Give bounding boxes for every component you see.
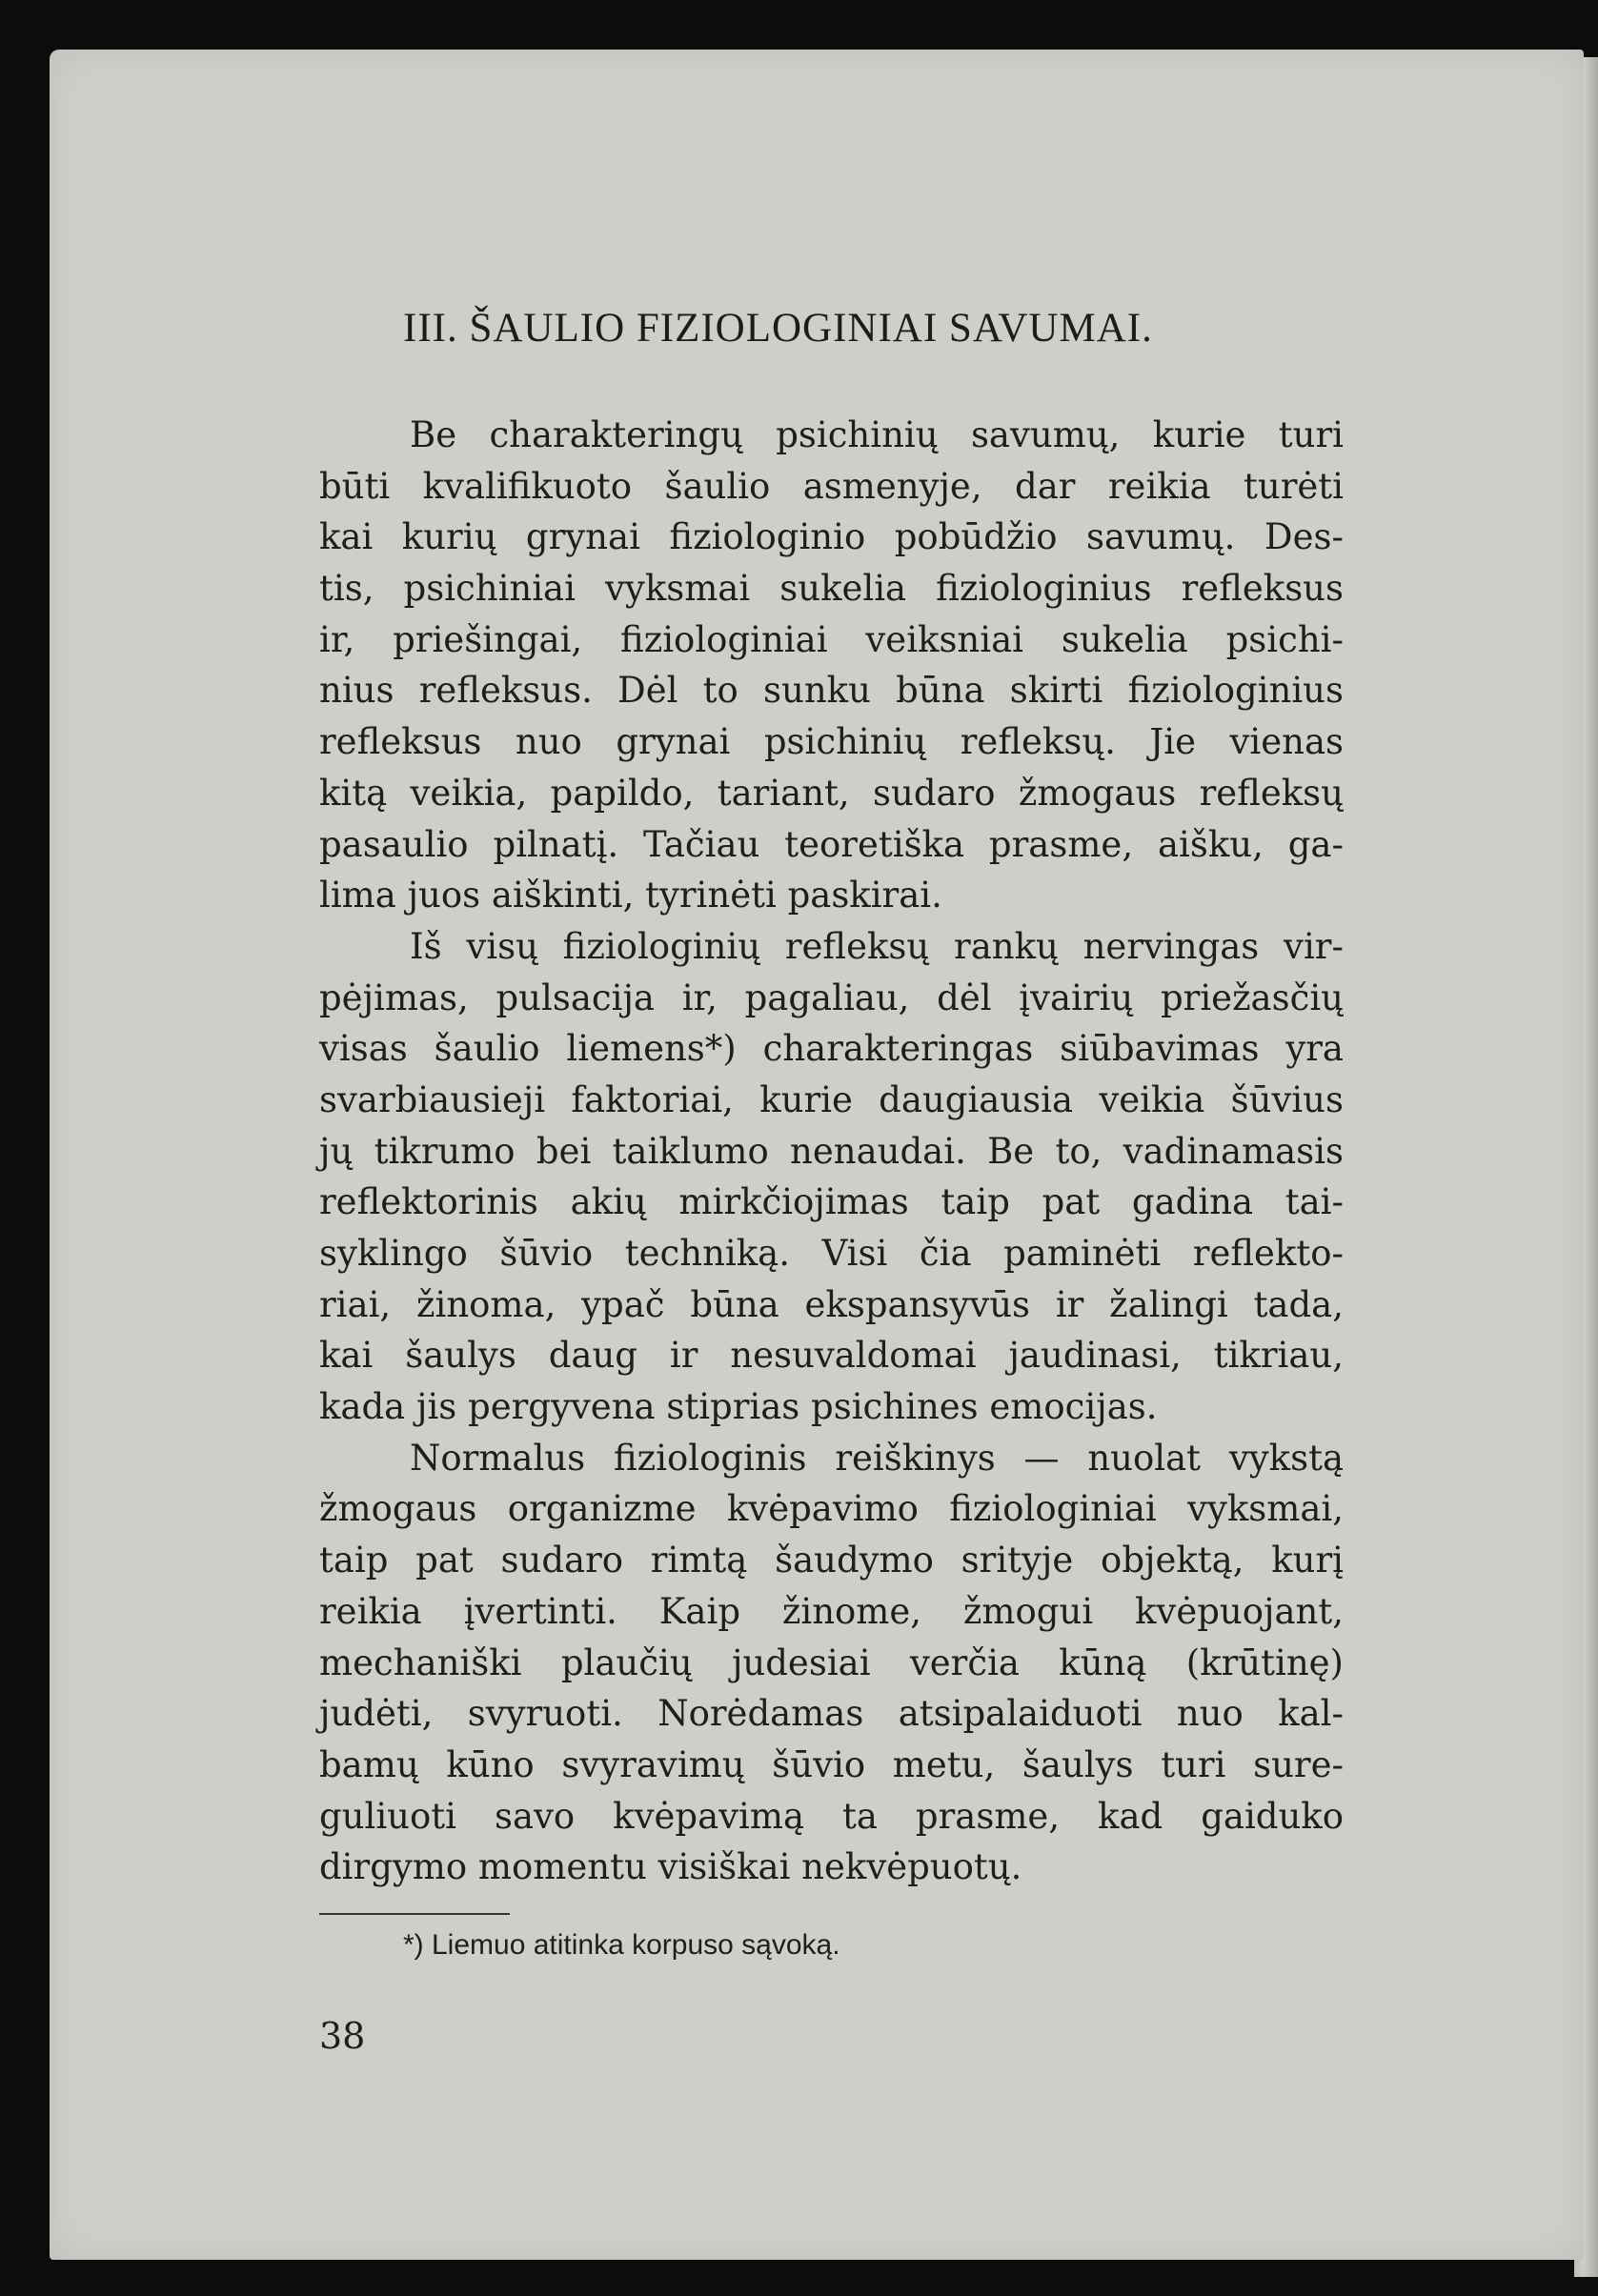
text-line: lima juos aiškinti, tyrinėti paskirai. xyxy=(319,875,942,916)
text-line: reikia įvertinti. Kaip žinome, žmogui kvėpuojant, xyxy=(319,1590,1344,1632)
text-line: svarbiausieji faktoriai, kurie daugiausia veikia šūvius xyxy=(319,1078,1344,1120)
text-line: Iš visų fiziologinių refleksų rankų nervingas vir- xyxy=(410,925,1344,967)
text-line: taip pat sudaro rimtą šaudymo srityje objektą, kurį xyxy=(319,1540,1344,1581)
footnote-divider xyxy=(319,1913,510,1915)
text-line: žmogaus organizme kvėpavimo fiziologiniai vyksmai, xyxy=(319,1488,1344,1530)
paragraph xyxy=(319,1433,1344,1893)
text-line: Normalus fiziologinis reiškinys — nuolat vykstą xyxy=(410,1437,1344,1479)
text-line: pasaulio pilnatį. Tačiau teoretiška prasme, aišku, ga- xyxy=(319,823,1344,865)
footnote: *) Liemuo atitinka korpuso sąvoką. xyxy=(403,1929,840,1961)
text-line: kada jis pergyvena stiprias psichines emocijas. xyxy=(319,1386,1158,1428)
text-line: kitą veikia, papildo, tariant, sudaro žmogaus refleksų xyxy=(319,772,1344,814)
text-line: reflektorinis akių mirkčiojimas taip pat gadina tai- xyxy=(319,1181,1344,1223)
text-line: syklingo šūvio techniką. Visi čia paminėti reflekto- xyxy=(319,1233,1344,1274)
text-line: riai, žinoma, ypač būna ekspansyvūs ir žalingi tada, xyxy=(319,1283,1344,1325)
text-line: jų tikrumo bei taiklumo nenaudai. Be to, vadinamasis xyxy=(319,1130,1344,1172)
text-line: dirgymo momentu visiškai nekvėpuotų. xyxy=(319,1846,1022,1888)
text-line: tis, psichiniai vyksmai sukelia fiziologinius refleksus xyxy=(319,568,1344,610)
text-line: kai šaulys daug ir nesuvaldomai jaudinasi, tikriau, xyxy=(319,1335,1344,1377)
text-line: nius refleksus. Dėl to sunku būna skirti fiziologinius xyxy=(319,670,1344,712)
text-line: kai kurių grynai fiziologinio pobūdžio savumų. Des- xyxy=(319,516,1344,558)
body-text xyxy=(319,410,1344,1893)
paragraph xyxy=(319,410,1344,921)
page-number: 38 xyxy=(319,2015,366,2057)
text-line: Be charakteringų psichinių savumų, kurie turi xyxy=(410,414,1344,455)
text-line: būti kvalifikuoto šaulio asmenyje, dar reikia turėti xyxy=(319,465,1344,507)
text-line: ir, priešingai, fiziologiniai veiksniai sukelia psichi- xyxy=(319,618,1344,660)
text-line: pėjimas, pulsacija ir, pagaliau, dėl įvairių priežasčių xyxy=(319,977,1344,1018)
text-line: bamų kūno svyravimų šūvio metu, šaulys turi sure- xyxy=(319,1743,1344,1785)
text-line: refleksus nuo grynai psichinių refleksų. Jie vienas xyxy=(319,721,1344,763)
text-line: mechaniški plaučių judesiai verčia kūną (krūtinę) xyxy=(319,1641,1344,1683)
text-line: judėti, svyruoti. Norėdamas atsipalaiduoti nuo kal- xyxy=(319,1693,1344,1735)
chapter-heading: III. ŠAULIO FIZIOLOGINIAI SAVUMAI. xyxy=(403,306,1153,351)
text-line: visas šaulio liemens*) charakteringas siūbavimas yra xyxy=(319,1028,1344,1070)
paragraph xyxy=(319,921,1344,1433)
text-line: guliuoti savo kvėpavimą ta prasme, kad gaiduko xyxy=(319,1795,1344,1837)
